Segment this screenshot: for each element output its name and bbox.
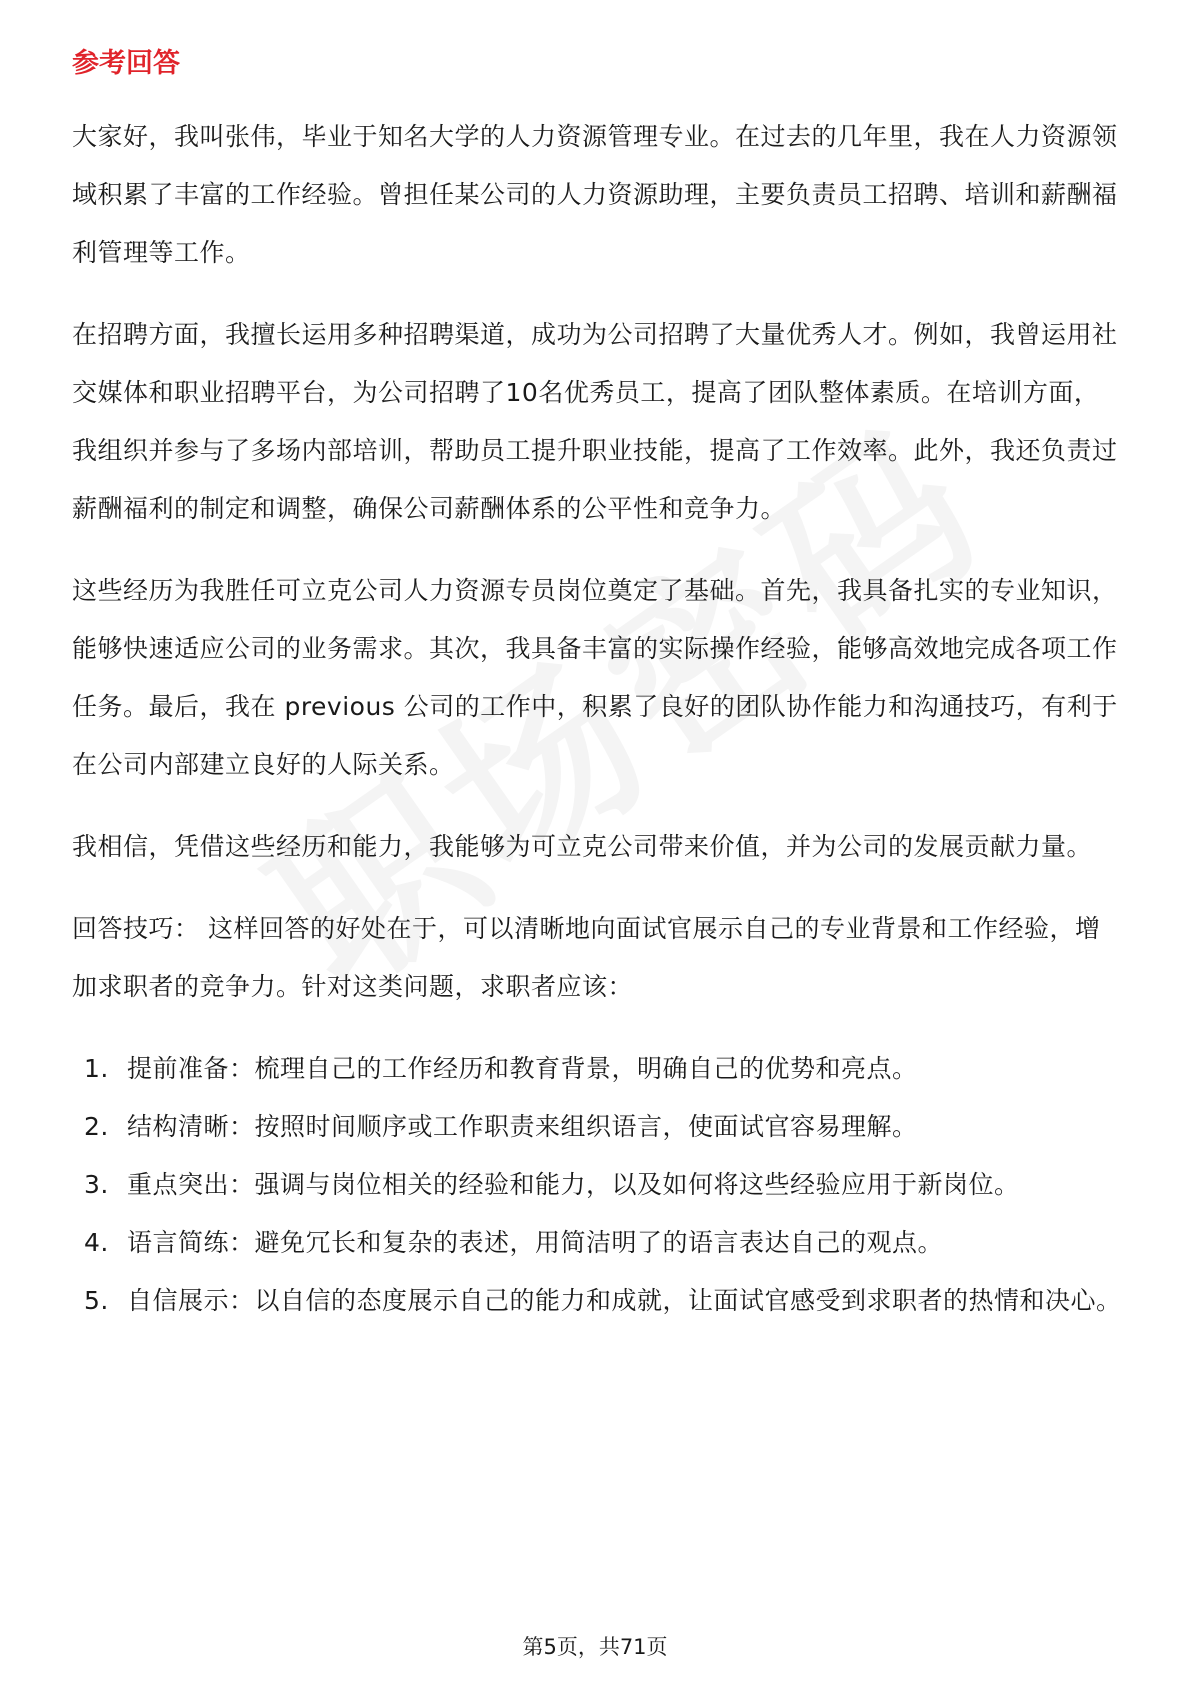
list-item-number: 3.: [84, 1170, 109, 1199]
list-item-text: 重点突出：强调与岗位相关的经验和能力，以及如何将这些经验应用于新岗位。: [127, 1170, 1020, 1199]
tips-list: [72, 1040, 1122, 1330]
list-item-text: 结构清晰：按照时间顺序或工作职责来组织语言，使面试官容易理解。: [127, 1112, 918, 1141]
paragraph-recruiting: 在招聘方面，我擅长运用多种招聘渠道，成功为公司招聘了大量优秀人才。例如，我曾运用社交媒体和职业招聘平台，为公司招聘了10名优秀员工，提高了团队整体素质。在培训方面，我组织并参与了多场内部培训，帮助员工提升职业技能，提高了工作效率。此外，我还负责过薪酬福利的制定和调整，确保公司薪酬体系的公平性和竞争力。: [72, 320, 1118, 523]
list-item-text: 语言简练：避免冗长和复杂的表述，用简洁明了的语言表达自己的观点。: [127, 1228, 944, 1257]
list-item: [72, 1272, 1122, 1330]
list-item-number: 5.: [84, 1286, 109, 1315]
document-page: [72, 44, 1122, 1330]
list-item-text: 自信展示：以自信的态度展示自己的能力和成就，让面试官感受到求职者的热情和决心。: [127, 1286, 1122, 1315]
paragraph-conclusion: 我相信，凭借这些经历和能力，我能够为可立克公司带来价值，并为公司的发展贡献力量。: [72, 832, 1093, 861]
list-item-number: 4.: [84, 1228, 109, 1257]
list-item: [72, 1214, 1122, 1272]
page-footer: 第5页，共71页: [522, 1635, 668, 1659]
list-item-number: 2.: [84, 1112, 109, 1141]
tips-intro: 回答技巧： 这样回答的好处在于，可以清晰地向面试官展示自己的专业背景和工作经验，增加求职者的竞争力。针对这类问题，求职者应该：: [72, 914, 1101, 1001]
list-item-number: 1.: [84, 1054, 109, 1083]
section-title: 参考回答: [72, 48, 180, 79]
paragraph-qualifications: 这些经历为我胜任可立克公司人力资源专员岗位奠定了基础。首先，我具备扎实的专业知识，能够快速适应公司的业务需求。其次，我具备丰富的实际操作经验，能够高效地完成各项工作任务。最后，我在 previous 公司的工作中，积累了良好的团队协作能力和沟通技巧，有利于在公司内部建立良好的人际关系。: [72, 576, 1118, 779]
list-item-text: 提前准备：梳理自己的工作经历和教育背景，明确自己的优势和亮点。: [127, 1054, 918, 1083]
list-item: [72, 1098, 1122, 1156]
list-item: [72, 1040, 1122, 1098]
paragraph-intro: 大家好，我叫张伟，毕业于知名大学的人力资源管理专业。在过去的几年里，我在人力资源领域积累了丰富的工作经验。曾担任某公司的人力资源助理，主要负责员工招聘、培训和薪酬福利管理等工作。: [72, 122, 1118, 267]
list-item: [72, 1156, 1122, 1214]
